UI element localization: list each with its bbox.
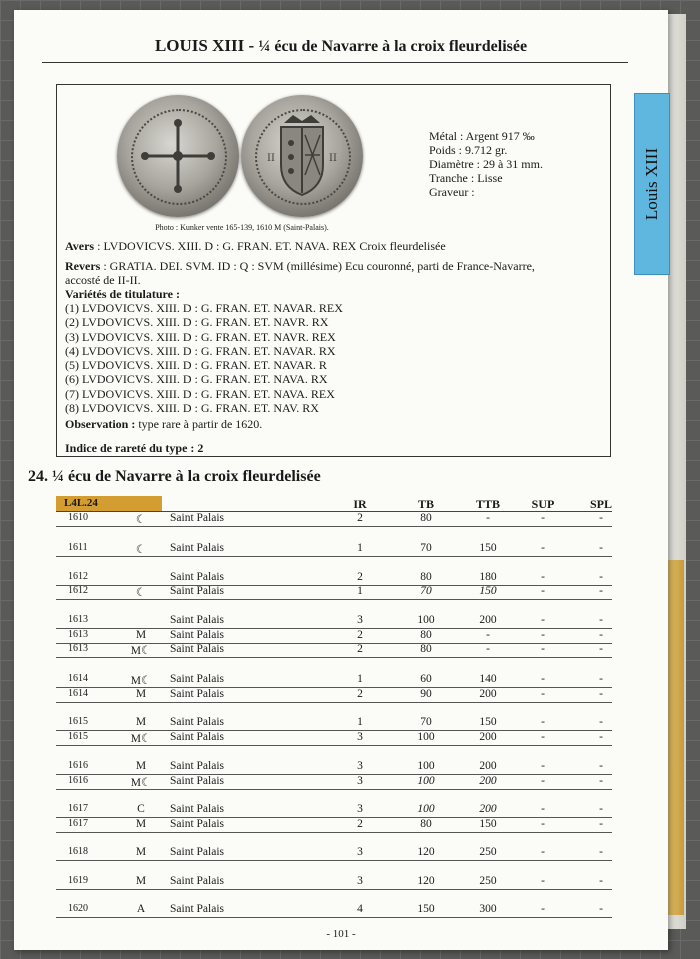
cell-tb: 70 xyxy=(420,542,432,554)
obverse-coin-photo xyxy=(117,95,239,217)
cell-ir: 2 xyxy=(357,688,363,700)
revers-text-line1: : GRATIA. DEI. SVM. ID : Q : SVM (millésime) Ecu couronné, parti de France-Navarre, xyxy=(100,259,535,273)
cell-mint: Saint Palais xyxy=(170,803,224,815)
cell-ir: 3 xyxy=(357,875,363,887)
side-tab-label: Louis XIII xyxy=(642,147,662,221)
cell-mark: M xyxy=(135,760,147,772)
cell-tb: 80 xyxy=(420,512,432,524)
cell-spl: - xyxy=(599,585,603,597)
cell-mint: Saint Palais xyxy=(170,542,224,554)
avers-text: : LVDOVICVS. XIII. D : G. FRAN. ET. NAVA. REX Croix fleurdelisée xyxy=(94,239,446,253)
cell-ttb: 250 xyxy=(479,875,497,887)
variety-item: (3) LVDOVICVS. XIII. D : G. FRAN. ET. NAVR. REX xyxy=(65,329,336,344)
cell-ttb: 200 xyxy=(479,760,497,772)
coin-info-box xyxy=(56,84,611,457)
side-tab-louis-xiii[interactable] xyxy=(634,93,670,275)
row-divider xyxy=(56,657,612,658)
cell-mint: Saint Palais xyxy=(170,673,224,685)
cell-ttb: 140 xyxy=(479,673,497,685)
catalog-ref-label: L4L.24 xyxy=(56,496,162,511)
cell-ir: 2 xyxy=(357,818,363,830)
varietes-label: Variétés de titulature : xyxy=(65,287,180,301)
cell-spl: - xyxy=(599,818,603,830)
cell-spl: - xyxy=(599,643,603,655)
cell-sup: - xyxy=(541,846,545,858)
cell-ttb: 300 xyxy=(479,903,497,915)
cell-year: 1610 xyxy=(68,512,88,523)
row-divider xyxy=(56,832,612,833)
cell-tb: 80 xyxy=(420,571,432,583)
cell-spl: - xyxy=(599,716,603,728)
cell-mark: M xyxy=(135,846,147,858)
row-divider xyxy=(56,556,612,557)
cell-tb: 100 xyxy=(417,803,435,815)
table-row xyxy=(56,512,612,525)
table-row xyxy=(56,585,612,598)
cell-ttb: - xyxy=(486,643,490,655)
cell-sup: - xyxy=(541,673,545,685)
avers-label: Avers xyxy=(65,239,95,253)
row-divider xyxy=(56,789,612,790)
cell-year: 1615 xyxy=(68,731,88,742)
cell-tb: 120 xyxy=(417,875,435,887)
cell-ir: 4 xyxy=(357,903,363,915)
cell-mark: M xyxy=(135,716,147,728)
cell-ttb: 200 xyxy=(479,775,497,787)
observation-text: type rare à partir de 1620. xyxy=(135,417,263,431)
table-row xyxy=(56,673,612,686)
table-row xyxy=(56,643,612,656)
cell-sup: - xyxy=(541,512,545,524)
cell-ttb: 200 xyxy=(479,803,497,815)
cell-mint: Saint Palais xyxy=(170,846,224,858)
cell-year: 1617 xyxy=(68,818,88,829)
svg-text:II: II xyxy=(329,153,337,164)
cell-mint: Saint Palais xyxy=(170,818,224,830)
cell-mint: Saint Palais xyxy=(170,775,224,787)
cell-tb: 80 xyxy=(420,818,432,830)
cell-mint: Saint Palais xyxy=(170,512,224,524)
cell-mint: Saint Palais xyxy=(170,614,224,626)
cell-mint: Saint Palais xyxy=(170,643,224,655)
table-row xyxy=(56,542,612,555)
variety-item: (5) LVDOVICVS. XIII. D : G. FRAN. ET. NAVAR. R xyxy=(65,358,327,373)
cell-tb: 80 xyxy=(420,629,432,641)
row-divider xyxy=(56,889,612,890)
cell-mark: ☾ xyxy=(135,544,147,556)
col-header-ttb: TTB xyxy=(475,497,500,511)
cell-ir: 3 xyxy=(357,803,363,815)
cell-year: 1616 xyxy=(68,775,88,786)
cell-spl: - xyxy=(599,760,603,772)
cell-year: 1612 xyxy=(68,571,88,582)
cell-sup: - xyxy=(541,775,545,787)
cell-year: 1616 xyxy=(68,760,88,771)
avers-description xyxy=(65,239,446,253)
cell-sup: - xyxy=(541,731,545,743)
coin-specs xyxy=(429,129,543,199)
cell-ir: 3 xyxy=(357,846,363,858)
table-row xyxy=(56,846,612,859)
row-divider xyxy=(56,745,612,746)
cell-mint: Saint Palais xyxy=(170,629,224,641)
cell-ttb: - xyxy=(486,512,490,524)
cell-ir: 1 xyxy=(357,585,363,597)
cell-year: 1613 xyxy=(68,643,88,654)
variety-item: (4) LVDOVICVS. XIII. D : G. FRAN. ET. NAVAR. RX xyxy=(65,343,336,358)
cell-mark: ☾ xyxy=(135,587,147,599)
cell-spl: - xyxy=(599,542,603,554)
table-row xyxy=(56,760,612,773)
col-header-tb: TB xyxy=(417,497,434,511)
reverse-coin-photo xyxy=(241,95,363,217)
revers-text-line2: accosté de II-II. xyxy=(65,273,141,287)
table-row xyxy=(56,803,612,816)
cell-mint: Saint Palais xyxy=(170,760,224,772)
spec-metal: Métal : Argent 917 ‰ xyxy=(429,129,535,143)
cell-spl: - xyxy=(599,846,603,858)
cell-spl: - xyxy=(599,673,603,685)
cell-year: 1614 xyxy=(68,688,88,699)
variety-item: (1) LVDOVICVS. XIII. D : G. FRAN. ET. NAVAR. REX xyxy=(65,301,343,315)
cell-mint: Saint Palais xyxy=(170,875,224,887)
table-row xyxy=(56,731,612,744)
cell-sup: - xyxy=(541,875,545,887)
spec-weight: Poids : 9.712 gr. xyxy=(429,143,508,157)
cell-ttb: 150 xyxy=(479,818,497,830)
cell-mint: Saint Palais xyxy=(170,731,224,743)
col-header-ir: IR xyxy=(353,497,367,511)
cell-sup: - xyxy=(541,760,545,772)
cell-sup: - xyxy=(541,716,545,728)
cell-spl: - xyxy=(599,614,603,626)
cell-mark: M xyxy=(135,875,147,887)
cell-tb: 70 xyxy=(420,716,432,728)
cell-year: 1612 xyxy=(68,585,88,596)
spec-diameter: Diamètre : 29 à 31 mm. xyxy=(429,157,543,171)
variety-item: (8) LVDOVICVS. XIII. D : G. FRAN. ET. NAV. RX xyxy=(65,401,319,416)
crowned-shield-icon xyxy=(241,95,363,217)
cell-tb: 100 xyxy=(417,614,435,626)
table-row xyxy=(56,571,612,584)
cell-ttb: 150 xyxy=(479,542,497,554)
cell-ttb: 250 xyxy=(479,846,497,858)
table-row xyxy=(56,716,612,729)
cell-spl: - xyxy=(599,512,603,524)
cell-ir: 2 xyxy=(357,629,363,641)
table-row xyxy=(56,688,612,701)
cell-sup: - xyxy=(541,903,545,915)
cell-sup: - xyxy=(541,585,545,597)
cell-spl: - xyxy=(599,731,603,743)
cell-ir: 3 xyxy=(357,760,363,772)
cell-sup: - xyxy=(541,818,545,830)
row-divider xyxy=(56,917,612,918)
svg-text:II: II xyxy=(267,153,275,164)
cell-mark: M☾ xyxy=(130,675,152,687)
cell-mint: Saint Palais xyxy=(170,585,224,597)
cell-sup: - xyxy=(541,803,545,815)
cell-mark: M xyxy=(135,688,147,700)
observation-note xyxy=(65,417,262,431)
cell-ttb: 150 xyxy=(479,716,497,728)
observation-label: Observation : xyxy=(65,417,136,431)
cell-mint: Saint Palais xyxy=(170,716,224,728)
revers-label: Revers xyxy=(65,259,101,273)
cell-tb: 60 xyxy=(420,673,432,685)
cell-ttb: 200 xyxy=(479,614,497,626)
cell-spl: - xyxy=(599,803,603,815)
cell-ir: 1 xyxy=(357,716,363,728)
cell-spl: - xyxy=(599,775,603,787)
cell-mint: Saint Palais xyxy=(170,903,224,915)
cell-sup: - xyxy=(541,571,545,583)
rarity-index: Indice de rareté du type : 2 xyxy=(65,441,204,455)
catalog-page xyxy=(14,10,668,950)
table-row xyxy=(56,903,612,916)
header-divider xyxy=(42,62,628,63)
cell-ir: 3 xyxy=(357,775,363,787)
section-title: 24. ¼ écu de Navarre à la croix fleurdelisée xyxy=(28,468,321,485)
row-divider xyxy=(56,526,612,527)
cell-spl: - xyxy=(599,688,603,700)
page-title-sub: ¼ écu de Navarre à la croix fleurdelisée xyxy=(258,38,528,55)
table-row xyxy=(56,875,612,888)
row-divider xyxy=(56,702,612,703)
cell-ir: 2 xyxy=(357,512,363,524)
varietes-list xyxy=(65,301,343,415)
cross-fleurdelisee-icon xyxy=(117,95,239,217)
photo-caption: Photo : Kunker vente 165-139, 1610 M (Saint-Palais). xyxy=(155,223,329,232)
col-header-spl: SPL xyxy=(589,497,612,511)
cell-ttb: 150 xyxy=(479,585,497,597)
cell-mint: Saint Palais xyxy=(170,571,224,583)
cell-ttb: 200 xyxy=(479,731,497,743)
page-title xyxy=(14,36,668,56)
cell-tb: 150 xyxy=(417,903,435,915)
cell-ir: 1 xyxy=(357,542,363,554)
cell-year: 1613 xyxy=(68,614,88,625)
cell-sup: - xyxy=(541,688,545,700)
cell-tb: 80 xyxy=(420,643,432,655)
cell-ir: 2 xyxy=(357,571,363,583)
cell-year: 1615 xyxy=(68,716,88,727)
cell-ttb: 180 xyxy=(479,571,497,583)
cell-year: 1611 xyxy=(68,542,88,553)
cell-mark: M xyxy=(135,629,147,641)
cell-ir: 3 xyxy=(357,731,363,743)
variety-item: (6) LVDOVICVS. XIII. D : G. FRAN. ET. NAVA. RX xyxy=(65,372,328,387)
variety-item: (7) LVDOVICVS. XIII. D : G. FRAN. ET. NAVA. REX xyxy=(65,386,335,401)
cell-tb: 120 xyxy=(417,846,435,858)
cell-mark: M☾ xyxy=(130,645,152,657)
cell-tb: 70 xyxy=(420,585,432,597)
cell-mark: C xyxy=(137,803,145,815)
cell-tb: 100 xyxy=(417,775,435,787)
cell-year: 1619 xyxy=(68,875,88,886)
edge-tab-marker xyxy=(668,560,684,915)
page-number: - 101 - xyxy=(326,928,356,940)
cell-ttb: 200 xyxy=(479,688,497,700)
col-header-sup: SUP xyxy=(531,497,555,511)
table-row xyxy=(56,775,612,788)
cell-ttb: - xyxy=(486,629,490,641)
cell-tb: 100 xyxy=(417,760,435,772)
cell-mark: M☾ xyxy=(130,733,152,745)
spec-edge: Tranche : Lisse xyxy=(429,171,503,185)
cell-year: 1620 xyxy=(68,903,88,914)
cell-sup: - xyxy=(541,629,545,641)
cell-spl: - xyxy=(599,571,603,583)
cell-mint: Saint Palais xyxy=(170,688,224,700)
spec-engraver: Graveur : xyxy=(429,185,475,199)
cell-ir: 2 xyxy=(357,643,363,655)
cell-sup: - xyxy=(541,614,545,626)
variety-item: (2) LVDOVICVS. XIII. D : G. FRAN. ET. NAVR. RX xyxy=(65,315,329,330)
row-divider xyxy=(56,860,612,861)
cell-mark: M xyxy=(135,818,147,830)
cell-tb: 90 xyxy=(420,688,432,700)
cell-mark: A xyxy=(136,903,146,915)
cell-year: 1618 xyxy=(68,846,88,857)
cell-year: 1614 xyxy=(68,673,88,684)
cell-spl: - xyxy=(599,629,603,641)
revers-description xyxy=(65,259,535,287)
cell-sup: - xyxy=(541,542,545,554)
cell-mark: ☾ xyxy=(135,514,147,526)
cell-spl: - xyxy=(599,875,603,887)
cell-spl: - xyxy=(599,903,603,915)
page-title-main: LOUIS XIII - xyxy=(154,36,255,55)
cell-ir: 3 xyxy=(357,614,363,626)
table-row xyxy=(56,614,612,627)
cell-sup: - xyxy=(541,643,545,655)
cell-mark: M☾ xyxy=(130,777,152,789)
row-divider xyxy=(56,599,612,600)
cell-year: 1613 xyxy=(68,629,88,640)
cell-year: 1617 xyxy=(68,803,88,814)
table-row xyxy=(56,818,612,831)
table-row xyxy=(56,629,612,642)
cell-ir: 1 xyxy=(357,673,363,685)
cell-tb: 100 xyxy=(417,731,435,743)
